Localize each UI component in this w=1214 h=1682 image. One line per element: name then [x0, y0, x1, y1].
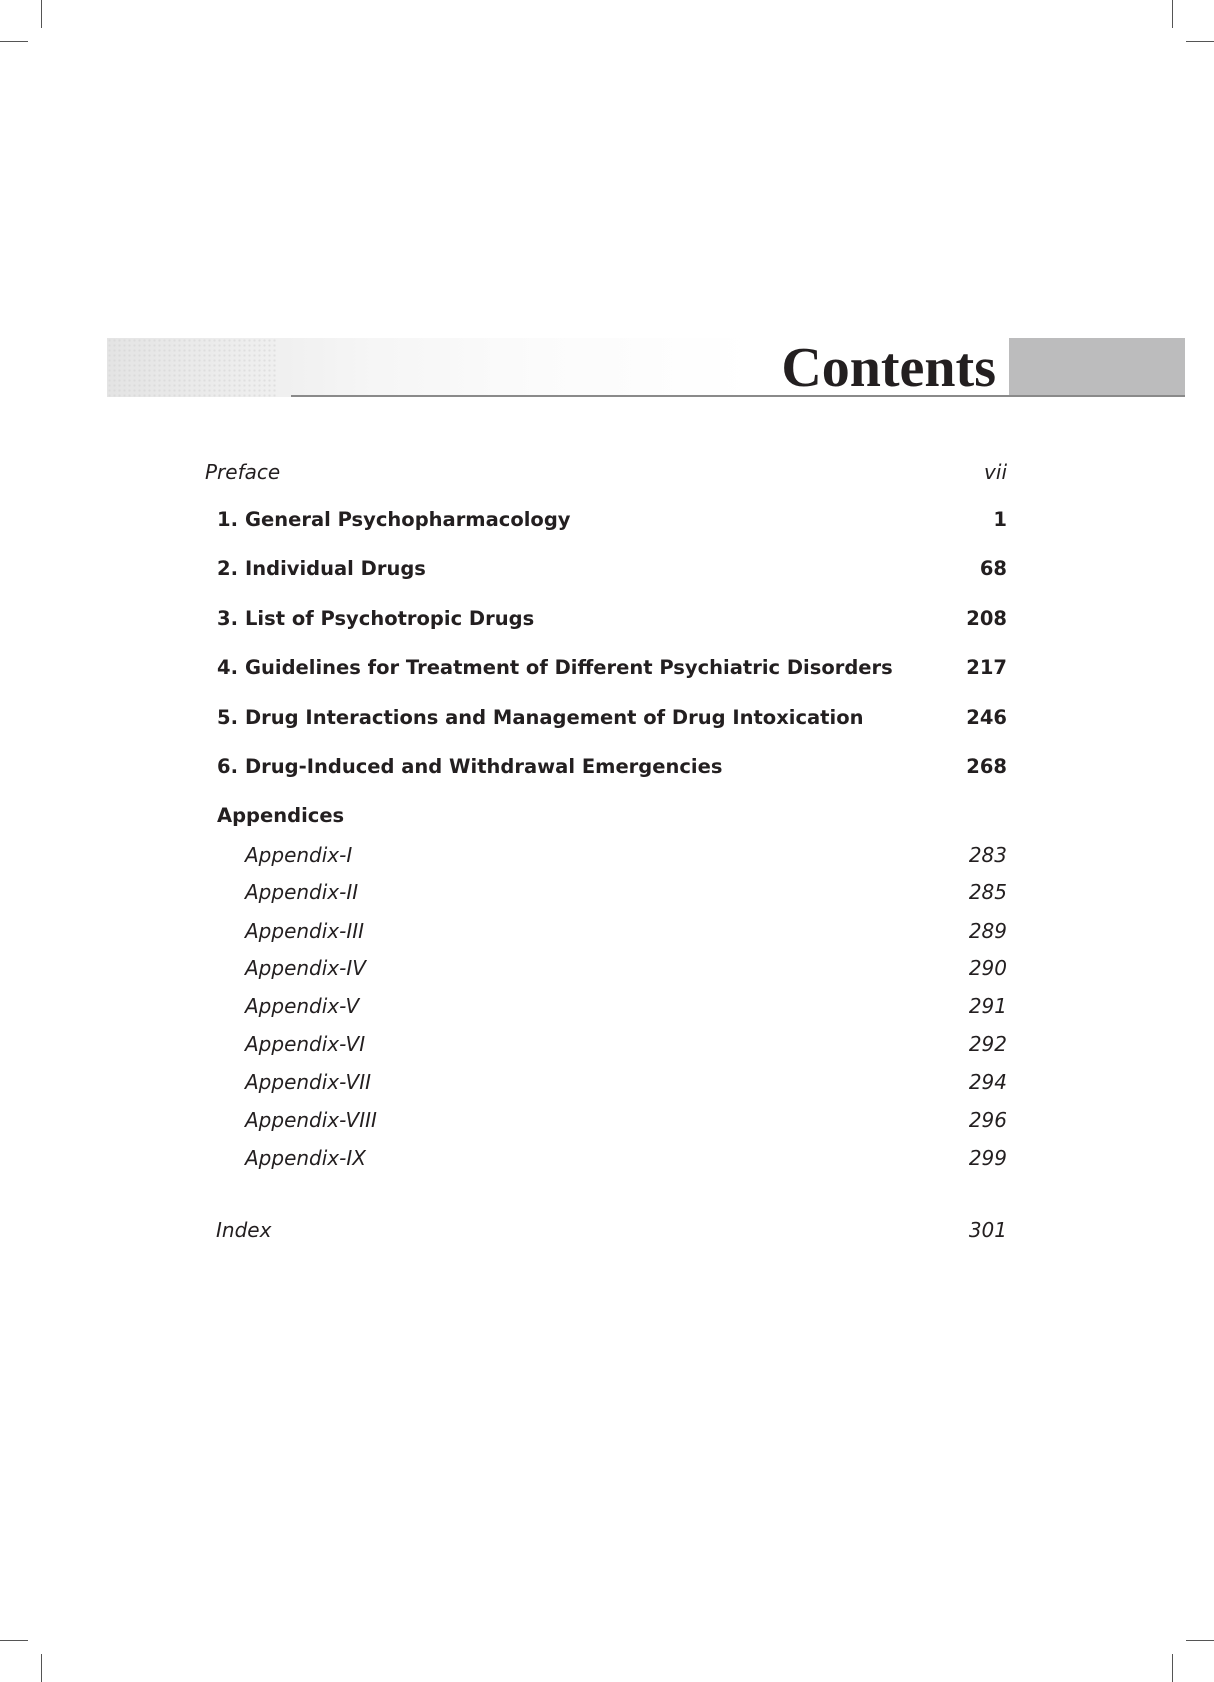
chapter-page: 217	[966, 656, 1007, 679]
appendix-page: 299	[968, 1146, 1007, 1170]
chapter-number: 6.	[217, 755, 238, 778]
toc-entry-appendix[interactable]	[0, 1143, 1214, 1173]
toc-entry-chapter[interactable]	[0, 554, 1214, 584]
crop-mark	[41, 0, 42, 28]
appendix-title: Appendix-IX	[245, 1146, 366, 1170]
appendices-heading-text: Appendices	[217, 804, 345, 827]
toc-entry-appendix[interactable]	[0, 877, 1214, 907]
toc-entry-appendix[interactable]	[0, 953, 1214, 983]
chapter-title: Guidelines for Treatment of Different Psychiatric Disorders	[245, 656, 893, 679]
toc-entry-appendix[interactable]	[0, 1029, 1214, 1059]
appendix-page: 289	[968, 919, 1007, 943]
crop-mark	[1172, 1654, 1173, 1682]
toc-entry-appendix[interactable]	[0, 991, 1214, 1021]
appendix-title: Appendix-I	[245, 843, 353, 867]
toc-entry-chapter[interactable]	[0, 505, 1214, 535]
toc-entry-appendix[interactable]	[0, 1067, 1214, 1097]
chapter-page: 268	[966, 755, 1007, 778]
appendix-title: Appendix-VI	[245, 1032, 366, 1056]
header-banner	[107, 338, 1185, 397]
chapter-title: General Psychopharmacology	[245, 508, 571, 531]
toc-entry-appendix[interactable]	[0, 1105, 1214, 1135]
appendix-page: 285	[968, 880, 1007, 904]
crop-mark	[1186, 41, 1214, 42]
crop-mark	[41, 1654, 42, 1682]
banner-pattern	[107, 338, 277, 397]
appendix-page: 296	[968, 1108, 1007, 1132]
appendix-title: Appendix-VIII	[245, 1108, 377, 1132]
appendix-page: 292	[968, 1032, 1007, 1056]
toc-entry-chapter[interactable]	[0, 703, 1214, 733]
chapter-number: 1.	[217, 508, 238, 531]
toc-entry-appendix[interactable]	[0, 916, 1214, 946]
toc-entry-chapter[interactable]	[0, 604, 1214, 634]
banner-gray-block	[1009, 338, 1185, 397]
appendices-heading	[0, 801, 1214, 831]
entry-title: Preface	[205, 460, 281, 484]
appendix-title: Appendix-III	[245, 919, 365, 943]
appendix-page: 291	[968, 994, 1007, 1018]
appendix-page: 290	[968, 956, 1007, 980]
appendix-page: 294	[968, 1070, 1007, 1094]
entry-title: Index	[216, 1218, 272, 1242]
crop-mark	[0, 41, 28, 42]
chapter-number: 2.	[217, 557, 238, 580]
chapter-page: 68	[979, 557, 1007, 580]
chapter-number: 4.	[217, 656, 238, 679]
chapter-number: 3.	[217, 607, 238, 630]
toc-entry-appendix[interactable]	[0, 840, 1214, 870]
chapter-title: List of Psychotropic Drugs	[245, 607, 535, 630]
page-title: Contents	[781, 337, 996, 399]
chapter-number: 5.	[217, 706, 238, 729]
chapter-page: 1	[993, 508, 1007, 531]
chapter-title: Drug Interactions and Management of Drug Intoxication	[245, 706, 864, 729]
toc-entry-index[interactable]	[0, 1215, 1214, 1245]
entry-page: vii	[984, 460, 1007, 484]
chapter-page: 246	[966, 706, 1007, 729]
crop-mark	[1186, 1640, 1214, 1641]
crop-mark	[0, 1640, 28, 1641]
entry-page: 301	[968, 1218, 1007, 1242]
toc-entry-preface[interactable]	[0, 457, 1214, 487]
chapter-title: Individual Drugs	[245, 557, 426, 580]
chapter-page: 208	[966, 607, 1007, 630]
appendix-title: Appendix-IV	[245, 956, 366, 980]
chapter-title: Drug-Induced and Withdrawal Emergencies	[245, 755, 723, 778]
toc-entry-chapter[interactable]	[0, 752, 1214, 782]
appendix-page: 283	[968, 843, 1007, 867]
appendix-title: Appendix-V	[245, 994, 360, 1018]
appendix-title: Appendix-II	[245, 880, 359, 904]
appendix-title: Appendix-VII	[245, 1070, 372, 1094]
crop-mark	[1172, 0, 1173, 28]
toc-entry-chapter[interactable]	[0, 653, 1214, 683]
